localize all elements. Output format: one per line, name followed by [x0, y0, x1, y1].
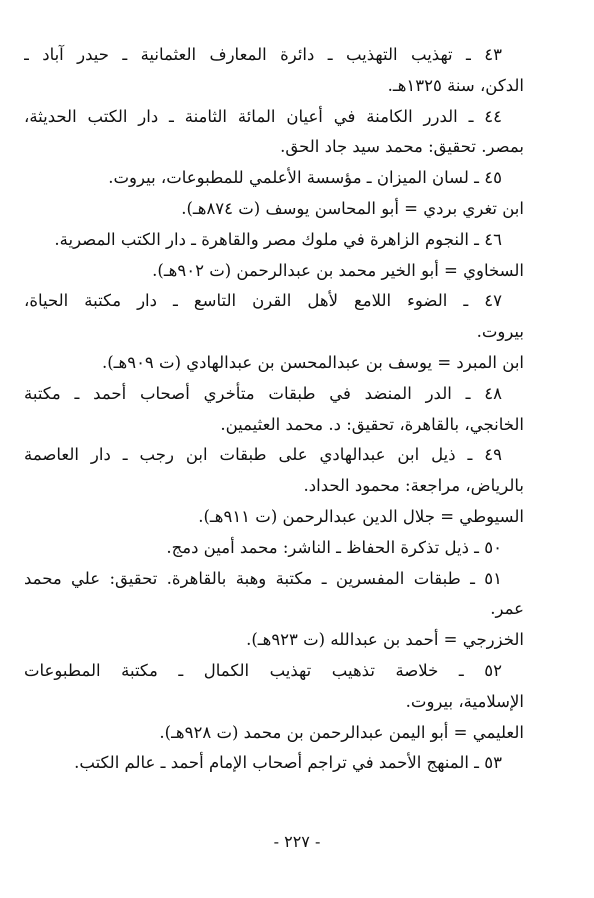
author-al-suyuti: السيوطي = جلال الدين عبدالرحمن (ت ٩١١هـ).: [198, 506, 524, 526]
entry-44-line-1: ٤٤ ـ الدرر الكامنة في أعيان المائة الثامنة ـ دار الكتب الحديثة،: [24, 106, 502, 126]
page-number: - ٢٢٧ -: [273, 832, 321, 851]
entry-48-line-2: الخانجي، بالقاهرة، تحقيق: د. محمد العثيمين.: [220, 414, 524, 434]
entry-45-line-1: ٤٥ ـ لسان الميزان ـ مؤسسة الأعلمي للمطبوعات، بيروت.: [108, 168, 502, 188]
entry-52-line-1: ٥٢ ـ خلاصة تذهيب تهذيب الكمال ـ مكتبة المطبوعات: [24, 660, 502, 680]
entry-46-line-1: ٤٦ ـ النجوم الزاهرة في ملوك مصر والقاهرة ـ دار الكتب المصرية.: [54, 229, 502, 249]
entry-51-line-2: عمر.: [490, 599, 524, 619]
author-ibn-al-mubarrad: ابن المبرد = يوسف بن عبدالمحسن بن عبدالهادي (ت ٩٠٩هـ).: [101, 352, 524, 372]
author-ibn-taghri-birdi: ابن تغري بردي = أبو المحاسن يوسف (ت ٨٧٤هـ).: [181, 198, 524, 218]
entry-44-line-2: بمصر. تحقيق: محمد سيد جاد الحق.: [280, 137, 524, 157]
author-al-khazraji: الخزرجي = أحمد بن عبدالله (ت ٩٢٣هـ).: [246, 630, 524, 650]
entry-51-line-1: ٥١ ـ طبقات المفسرين ـ مكتبة وهبة بالقاهرة. تحقيق: علي محمد: [24, 568, 502, 588]
entry-47-line-2: بيروت.: [476, 322, 524, 342]
entry-47-line-1: ٤٧ ـ الضوء اللامع لأهل القرن التاسع ـ دار مكتبة الحياة،: [24, 291, 502, 311]
entry-52-line-2: الإسلامية، بيروت.: [405, 691, 524, 711]
entry-49-line-2: بالرياض، مراجعة: محمود الحداد.: [303, 476, 524, 496]
entry-43-line-2: الدكن، سنة ١٣٢٥هـ.: [387, 75, 524, 95]
author-al-sakhawi: السخاوي = أبو الخير محمد بن عبدالرحمن (ت ٩٠٢هـ).: [152, 260, 524, 280]
entry-43-line-1: ٤٣ ـ تهذيب التهذيب ـ دائرة المعارف العثمانية ـ حيدر آباد ـ: [24, 45, 502, 64]
author-al-ulaymi: العليمي = أبو اليمن عبدالرحمن بن محمد (ت ٩٢٨هـ).: [159, 722, 524, 742]
entry-49-line-1: ٤٩ ـ ذيل ابن عبدالهادي على طبقات ابن رجب ـ دار العاصمة: [24, 445, 502, 465]
page-body: [24, 40, 524, 779]
entry-53-line-1: ٥٣ ـ المنهج الأحمد في تراجم أصحاب الإمام أحمد ـ عالم الكتب.: [74, 753, 502, 773]
entry-48-line-1: ٤٨ ـ الدر المنضد في طبقات متأخري أصحاب أحمد ـ مكتبة: [24, 383, 502, 403]
entry-50-line-1: ٥٠ ـ ذيل تذكرة الحفاظ ـ الناشر: محمد أمين دمج.: [166, 537, 502, 557]
